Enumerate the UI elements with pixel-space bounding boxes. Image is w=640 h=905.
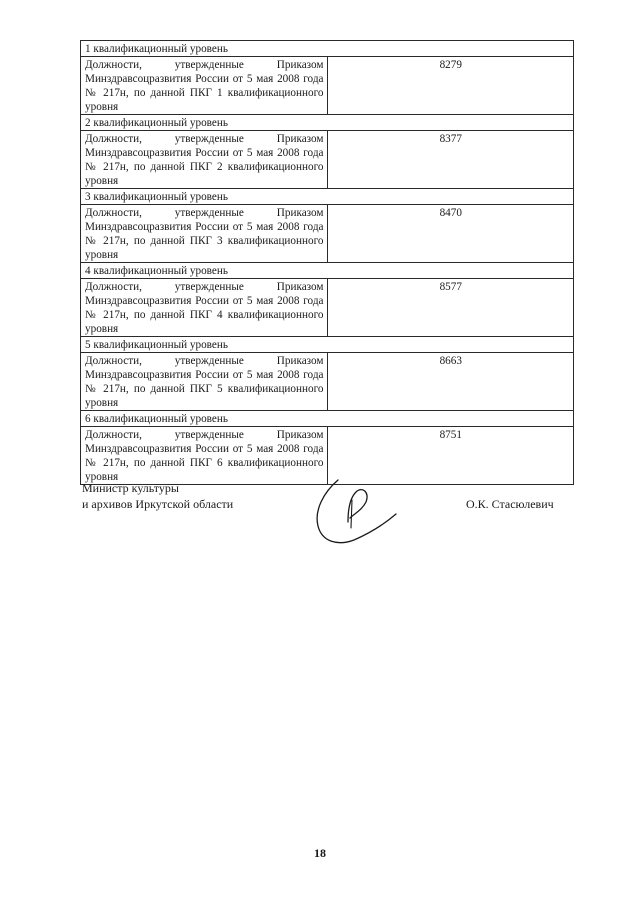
position-description: Должности, утвержденные Приказом Минздравсоцразвития России от 5 мая 2008 года № 217н, по данной ПКГ 2 квалификационного уровня — [81, 131, 328, 189]
table-row — [81, 57, 574, 115]
salary-value: 8470 — [327, 205, 574, 263]
signer-name: О.К. Стасюлевич — [466, 497, 554, 511]
salary-value: 8663 — [327, 353, 574, 411]
level-header: 6 квалификационный уровень — [81, 411, 574, 427]
position-description: Должности, утвержденные Приказом Минздравсоцразвития России от 5 мая 2008 года № 217н, по данной ПКГ 1 квалификационного уровня — [81, 57, 328, 115]
table-row — [81, 131, 574, 189]
table-row — [81, 205, 574, 263]
signer-title — [82, 480, 233, 512]
page-number: 18 — [314, 846, 326, 860]
table-row — [81, 189, 574, 205]
table-row — [81, 41, 574, 57]
position-description: Должности, утвержденные Приказом Минздравсоцразвития России от 5 мая 2008 года № 217н, по данной ПКГ 5 квалификационного уровня — [81, 353, 328, 411]
table-row — [81, 115, 574, 131]
position-description: Должности, утвержденные Приказом Минздравсоцразвития России от 5 мая 2008 года № 217н, по данной ПКГ 4 квалификационного уровня — [81, 279, 328, 337]
salary-value: 8279 — [327, 57, 574, 115]
handwritten-signature-icon — [308, 470, 408, 550]
table-row — [81, 263, 574, 279]
level-header: 4 квалификационный уровень — [81, 263, 574, 279]
level-header: 1 квалификационный уровень — [81, 41, 574, 57]
position-description: Должности, утвержденные Приказом Минздравсоцразвития России от 5 мая 2008 года № 217н, по данной ПКГ 6 квалификационного уровня — [81, 427, 328, 485]
table-row — [81, 279, 574, 337]
salary-value: 8577 — [327, 279, 574, 337]
salary-value: 8377 — [327, 131, 574, 189]
level-header: 2 квалификационный уровень — [81, 115, 574, 131]
salary-table — [80, 40, 574, 485]
table-row — [81, 353, 574, 411]
table-row — [81, 411, 574, 427]
position-description: Должности, утвержденные Приказом Минздравсоцразвития России от 5 мая 2008 года № 217н, по данной ПКГ 3 квалификационного уровня — [81, 205, 328, 263]
level-header: 3 квалификационный уровень — [81, 189, 574, 205]
table-row — [81, 337, 574, 353]
signer-title-line: и архивов Иркутской области — [82, 497, 234, 511]
signer-title-line: Министр культуры — [82, 481, 179, 495]
level-header: 5 квалификационный уровень — [81, 337, 574, 353]
salary-value: 8751 — [327, 427, 574, 485]
